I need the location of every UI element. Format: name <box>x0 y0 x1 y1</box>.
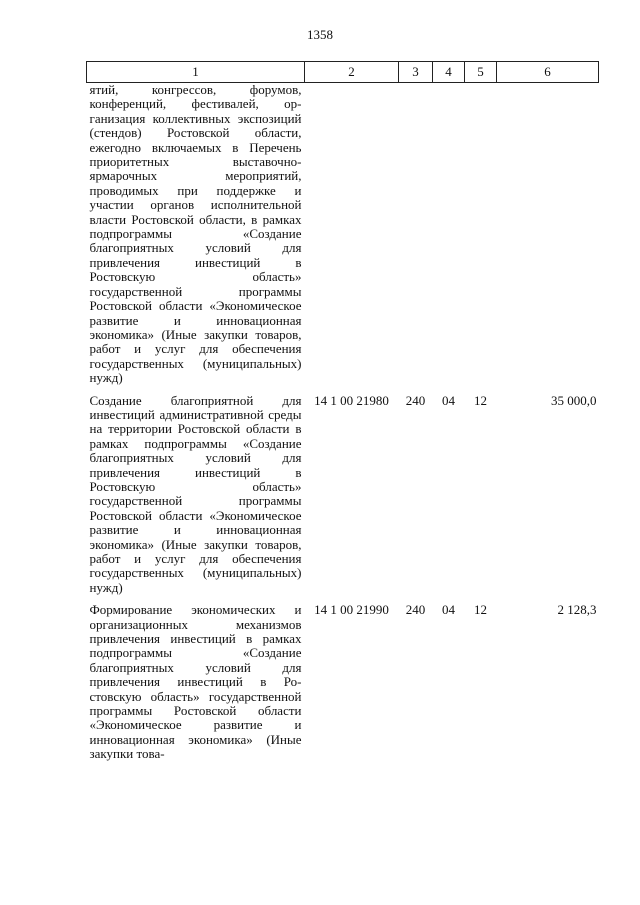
row-subsection: 12 <box>474 602 487 618</box>
row-subsection <box>465 83 497 394</box>
table-row <box>87 603 599 761</box>
row-description: ятий, конгрессов, форумов, конференций, фестивалей, организация коллективных экспозиций (стендов) Ростовской области, ежегодно включаемых в Перечень приоритетных выставочно-ярмарочных мероприятий, проводимых при поддержке и участии органов исполнительной власти Ростовской области, в рамках подпрограммы «Создание благоприятных условий для привлечения инвестиций в Ростовскую область» государственной программы Ростовской области «Экономическое развитие и инновационная экономика» (Иные закупки товаров, работ и услуг для обеспечения государственных (муниципальных) нужд) <box>89 82 302 386</box>
page-number: 1358 <box>307 27 333 42</box>
table-row <box>87 394 599 604</box>
table-row <box>87 83 599 394</box>
row-target-code <box>305 83 399 394</box>
row-description: Создание благоприятной для инвестиций административной среды на территории Ростовской области в рамках подпрограммы «Создание благоприятных условий для привлечения инвестиций в Ростовскую область» государственной программы Ростовской области «Экономическое развитие и инновационная экономика» (Иные закупки товаров, работ и услуг для обеспечения государственных (муниципальных) нужд) <box>89 392 302 595</box>
row-expense-type: 240 <box>405 602 426 618</box>
budget-table <box>86 61 599 762</box>
header-col-2: 2 <box>305 62 399 83</box>
header-col-4: 4 <box>433 62 465 83</box>
header-col-3: 3 <box>399 62 433 83</box>
row-description: Формирование экономических и организационных механизмов привлечения инвестиций в рамках подпрограммы «Создание благоприятных условий для привлечения инвестиций в Ростовскую область» государственной программы Ростовской области «Экономическое развитие и инновационная экономика» (Иные закупки това- <box>89 602 302 762</box>
row-amount: 2 128,3 <box>557 602 597 618</box>
row-section: 04 <box>442 602 455 618</box>
header-row <box>87 62 599 83</box>
header-col-5: 5 <box>465 62 497 83</box>
row-target-code: 14 1 00 21980 <box>314 392 389 408</box>
header-col-1: 1 <box>87 62 305 83</box>
row-expense-type: 240 <box>405 392 426 408</box>
header-col-6: 6 <box>497 62 599 83</box>
row-subsection: 12 <box>474 392 487 408</box>
row-amount: 35 000,0 <box>551 392 597 408</box>
row-section <box>433 83 465 394</box>
row-amount <box>497 83 599 394</box>
row-target-code: 14 1 00 21990 <box>314 602 389 618</box>
row-section: 04 <box>442 392 455 408</box>
row-expense-type <box>399 83 433 394</box>
